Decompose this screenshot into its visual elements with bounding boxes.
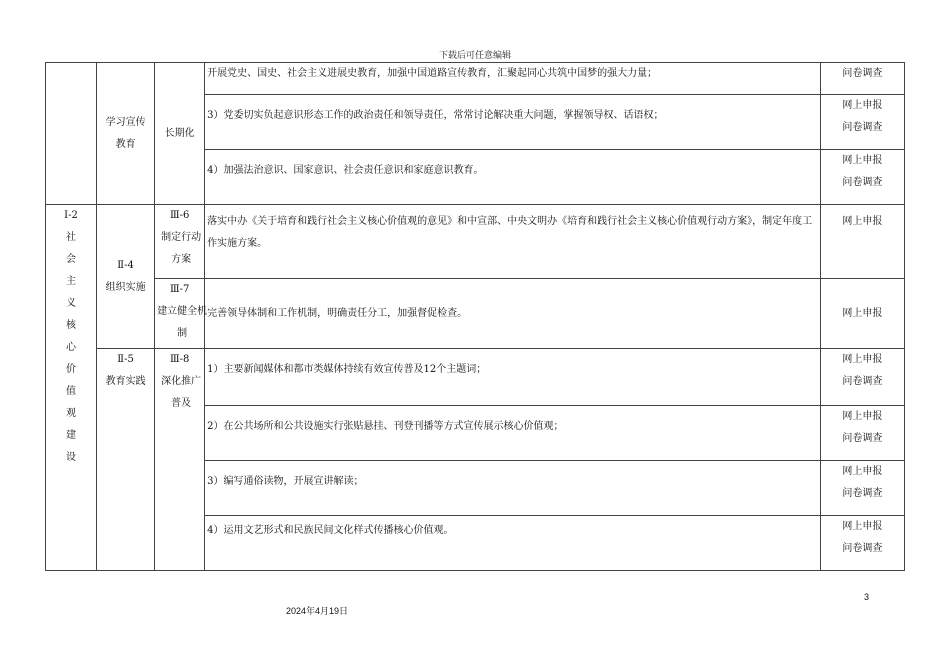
level3-code: Ⅲ-8 xyxy=(169,354,190,365)
method-cell: 网上申报 问卷调查 xyxy=(820,95,904,150)
level3-label: 制定行动方案 xyxy=(161,232,202,265)
level2-cell xyxy=(97,205,155,349)
level2-code: Ⅱ-4 xyxy=(117,259,134,271)
content-cell: 3）编写通俗读物，开展宣讲解读； xyxy=(205,461,821,516)
method-cell: 网上申报 问卷调查 xyxy=(820,406,904,461)
table-row xyxy=(46,63,905,95)
level3-label: 建立健全机制 xyxy=(157,306,208,339)
level3-code: Ⅲ-6 xyxy=(169,210,190,221)
level2-code: Ⅱ-5 xyxy=(117,354,134,365)
method-cell: 问卷调查 xyxy=(820,63,904,95)
table-row xyxy=(46,279,905,349)
content-cell: 2）在公共场所和公共设施实行张贴悬挂、刊登刊播等方式宣传展示核心价值观； xyxy=(205,406,821,461)
level3-cell xyxy=(155,279,208,349)
level3-cell xyxy=(155,205,205,279)
level1-label: 社会主义核心价值观建设 xyxy=(66,232,77,463)
level3-label: 深化推广普及 xyxy=(161,376,202,409)
table-row xyxy=(46,205,905,279)
level3-cell xyxy=(155,349,205,571)
level3-cell xyxy=(155,63,205,205)
level1-cell-empty xyxy=(46,63,97,205)
content-cell: 开展党史、国史、社会主义进展史教育，加强中国道路宣传教育，汇聚起同心共筑中国梦的强大力量； xyxy=(205,63,821,95)
footer-date: 2024年4月19日 xyxy=(286,606,349,616)
header-note: 下载后可任意编辑 xyxy=(438,51,511,61)
level2-label: 教育实践 xyxy=(105,376,146,387)
content-cell: 落实中办《关于培育和践行社会主义核心价值观的意见》和中宣部、中央文明办《培育和践行社会主义核心价值观行动方案》，制定年度工作实施方案。 xyxy=(205,205,821,279)
page-number: 3 xyxy=(864,592,870,602)
method-cell: 网上申报 xyxy=(820,205,904,279)
content-cell: 完善领导体制和工作机制，明确责任分工，加强督促检查。 xyxy=(205,279,821,349)
level3-label: 长期化 xyxy=(164,127,195,139)
content-cell: 4）加强法治意识、国家意识、社会责任意识和家庭意识教育。 xyxy=(205,150,821,205)
method-cell: 网上申报 问卷调查 xyxy=(820,150,904,205)
table-row xyxy=(46,349,905,406)
level1-code: Ⅰ-2 xyxy=(64,210,78,221)
content-cell: 4）运用文艺形式和民族民间文化样式传播核心价值观。 xyxy=(205,516,821,571)
level2-label: 组织实施 xyxy=(105,281,146,293)
content-cell: 3）党委切实负起意识形态工作的政治责任和领导责任，常常讨论解决重大问题，掌握领导权、话语权； xyxy=(205,95,821,150)
method-cell: 网上申报 问卷调查 xyxy=(820,461,904,516)
content-cell: 1）主要新闻媒体和都市类媒体持续有效宣传普及12个主题词； xyxy=(205,349,821,406)
level2-cell xyxy=(97,63,155,205)
method-cell: 网上申报 问卷调查 xyxy=(820,349,904,406)
level3-code: Ⅲ-7 xyxy=(169,284,190,295)
level2-label: 学习宣传教育 xyxy=(105,116,146,150)
method-cell: 网上申报 xyxy=(820,279,904,349)
indicator-table xyxy=(45,62,905,571)
method-cell: 网上申报 问卷调查 xyxy=(820,516,904,571)
level2-cell xyxy=(97,349,155,571)
level1-cell xyxy=(46,205,97,571)
